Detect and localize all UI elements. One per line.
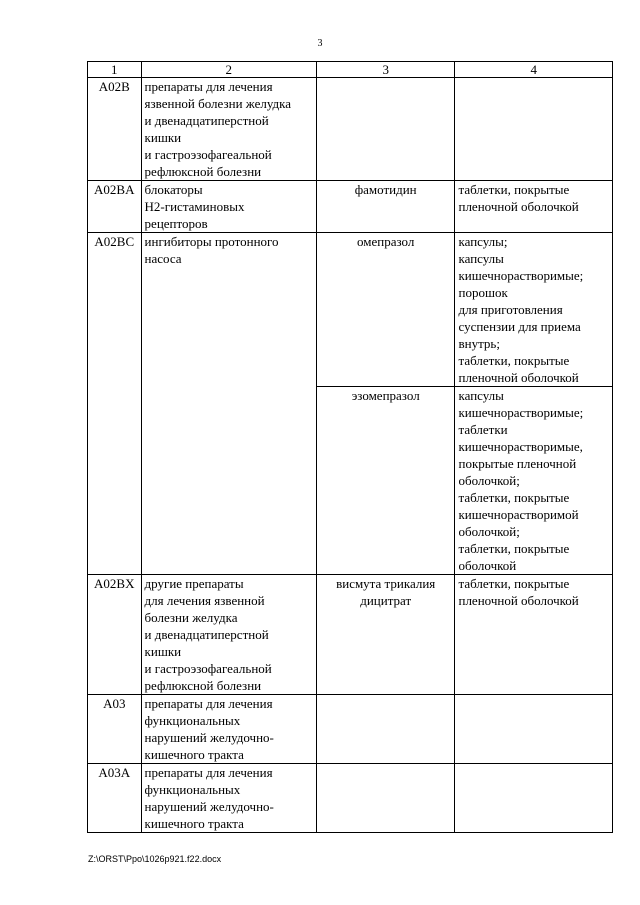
group-name bbox=[141, 575, 316, 695]
cell-line: дицитрат bbox=[360, 593, 412, 608]
cell-line: капсулы; bbox=[458, 234, 508, 249]
cell-line: кишечного тракта bbox=[144, 747, 244, 762]
cell-line: нарушений желудочно- bbox=[144, 799, 274, 814]
cell-line: оболочкой; bbox=[458, 524, 520, 539]
cell-line: для лечения язвенной bbox=[144, 593, 265, 608]
cell-line: функциональных bbox=[144, 782, 241, 797]
dosage-forms bbox=[455, 387, 613, 575]
inn-name bbox=[316, 575, 455, 695]
atc-code: A03A bbox=[88, 764, 142, 833]
column-header-4: 4 bbox=[455, 62, 613, 78]
cell-line: для приготовления bbox=[458, 302, 563, 317]
cell-line: суспензии для приема bbox=[458, 319, 581, 334]
cell-line: фамотидин bbox=[354, 182, 417, 197]
group-name bbox=[141, 233, 316, 575]
table-row bbox=[88, 233, 613, 387]
dosage-forms bbox=[455, 764, 613, 833]
cell-line: кишечнорастворимые; bbox=[458, 268, 584, 283]
table-row bbox=[88, 181, 613, 233]
cell-line: пленочной оболочкой bbox=[458, 370, 579, 385]
inn-name bbox=[316, 695, 455, 764]
atc-code: A03 bbox=[88, 695, 142, 764]
inn-name bbox=[316, 764, 455, 833]
cell-line: таблетки bbox=[458, 422, 508, 437]
cell-line: омепразол bbox=[357, 234, 415, 249]
atc-code: A02B bbox=[88, 78, 142, 181]
cell-line: рефлюксной болезни bbox=[144, 678, 262, 693]
cell-line: блокаторы bbox=[144, 182, 203, 197]
group-name bbox=[141, 181, 316, 233]
cell-line: кишечнорастворимые; bbox=[458, 405, 584, 420]
cell-line: препараты для лечения bbox=[144, 79, 273, 94]
cell-line: и двенадцатиперстной bbox=[144, 113, 269, 128]
cell-line: пленочной оболочкой bbox=[458, 199, 579, 214]
cell-line: порошок bbox=[458, 285, 508, 300]
atc-code: A02BC bbox=[88, 233, 142, 575]
cell-line: H2-гистаминовых bbox=[144, 199, 245, 214]
cell-line: кишечнорастворимые, bbox=[458, 439, 583, 454]
dosage-forms bbox=[455, 695, 613, 764]
cell-line: болезни желудка bbox=[144, 610, 238, 625]
cell-line: покрытые пленочной bbox=[458, 456, 577, 471]
table-row bbox=[88, 764, 613, 833]
inn-name bbox=[316, 181, 455, 233]
table-row bbox=[88, 575, 613, 695]
inn-name bbox=[316, 233, 455, 387]
group-name bbox=[141, 764, 316, 833]
dosage-forms bbox=[455, 78, 613, 181]
cell-line: и двенадцатиперстной bbox=[144, 627, 269, 642]
file-path-footer: Z:\ORST\Ppo\1026p921.f22.docx bbox=[88, 854, 222, 864]
header-row bbox=[88, 62, 613, 78]
cell-line: таблетки, покрытые bbox=[458, 182, 570, 197]
cell-line: таблетки, покрытые bbox=[458, 541, 570, 556]
cell-line: язвенной болезни желудка bbox=[144, 96, 292, 111]
cell-line: функциональных bbox=[144, 713, 241, 728]
cell-line: капсулы bbox=[458, 251, 504, 266]
column-header-1: 1 bbox=[88, 62, 142, 78]
cell-line: нарушений желудочно- bbox=[144, 730, 274, 745]
dosage-forms bbox=[455, 575, 613, 695]
cell-line: таблетки, покрытые bbox=[458, 490, 570, 505]
cell-line: кишечнорастворимой bbox=[458, 507, 579, 522]
inn-name bbox=[316, 78, 455, 181]
cell-line: оболочкой; bbox=[458, 473, 520, 488]
atc-code: A02BX bbox=[88, 575, 142, 695]
table-row bbox=[88, 695, 613, 764]
group-name bbox=[141, 695, 316, 764]
column-header-3: 3 bbox=[316, 62, 455, 78]
cell-line: кишечного тракта bbox=[144, 816, 244, 831]
drug-classification-table bbox=[87, 61, 613, 833]
atc-code: A02BA bbox=[88, 181, 142, 233]
cell-line: и гастроэзофагеальной bbox=[144, 661, 272, 676]
cell-line: пленочной оболочкой bbox=[458, 593, 579, 608]
cell-line: капсулы bbox=[458, 388, 504, 403]
cell-line: эзомепразол bbox=[351, 388, 420, 403]
cell-line: препараты для лечения bbox=[144, 696, 273, 711]
dosage-forms bbox=[455, 233, 613, 387]
cell-line: другие препараты bbox=[144, 576, 244, 591]
column-header-2: 2 bbox=[141, 62, 316, 78]
cell-line: таблетки, покрытые bbox=[458, 576, 570, 591]
cell-line: внутрь; bbox=[458, 336, 500, 351]
cell-line: оболочкой bbox=[458, 558, 517, 573]
cell-line: таблетки, покрытые bbox=[458, 353, 570, 368]
page-number: 3 bbox=[317, 38, 323, 49]
group-name bbox=[141, 78, 316, 181]
cell-line: висмута трикалия bbox=[336, 576, 436, 591]
table-row bbox=[88, 78, 613, 181]
cell-line: препараты для лечения bbox=[144, 765, 273, 780]
cell-line: кишки bbox=[144, 130, 182, 145]
cell-line: рефлюксной болезни bbox=[144, 164, 262, 179]
inn-name bbox=[316, 387, 455, 575]
cell-line: и гастроэзофагеальной bbox=[144, 147, 272, 162]
cell-line: насоса bbox=[144, 251, 182, 266]
dosage-forms bbox=[455, 181, 613, 233]
cell-line: кишки bbox=[144, 644, 182, 659]
cell-line: ингибиторы протонного bbox=[144, 234, 279, 249]
cell-line: рецепторов bbox=[144, 216, 208, 231]
